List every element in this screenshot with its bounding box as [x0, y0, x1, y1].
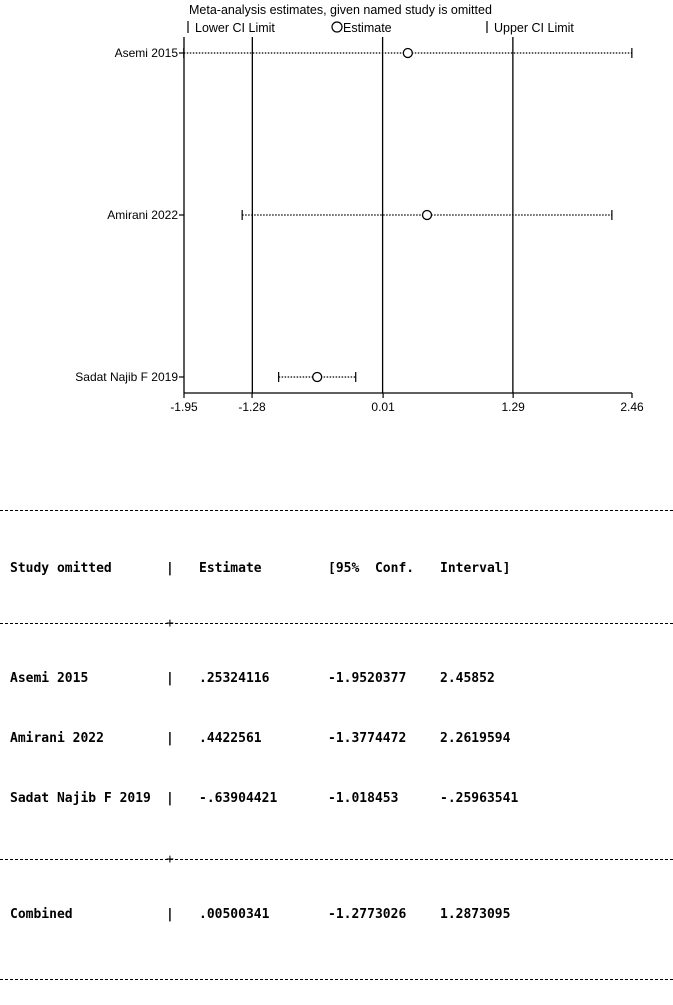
header-interval: Interval] — [440, 561, 511, 576]
header-estimate: Estimate — [199, 561, 262, 576]
legend-estimate-label: Estimate — [343, 21, 392, 35]
table-header — [0, 559, 673, 579]
x-tick-label: 0.01 — [371, 400, 395, 414]
study-label: Amirani 2022 — [107, 208, 178, 222]
stats-table — [0, 470, 673, 1000]
estimate-point — [403, 49, 412, 58]
legend-lower-label: Lower CI Limit — [195, 21, 275, 35]
table-row: Asemi 2015 | .25324116 -1.9520377 2.45852 — [10, 671, 495, 686]
x-tick-label: -1.28 — [238, 400, 266, 414]
chart-title: Meta-analysis estimates, given named study is omitted — [189, 3, 492, 17]
table-row: Sadat Najib F 2019 | -.63904421 -1.018453 -.25963541 — [10, 791, 519, 806]
header-study: Study omitted — [10, 561, 112, 576]
x-axis — [170, 393, 644, 414]
x-tick-label: 1.29 — [501, 400, 525, 414]
legend-upper-label: Upper CI Limit — [494, 21, 574, 35]
header-sep: | — [166, 561, 174, 576]
x-tick-label: -1.95 — [170, 400, 198, 414]
table-row-combined: Combined | .00500341 -1.2773026 1.2873095 — [10, 907, 511, 922]
table-sep: + — [0, 855, 673, 865]
table-bottom-rule — [0, 979, 673, 980]
estimate-point — [423, 211, 432, 220]
legend — [188, 21, 574, 35]
table-row: Amirani 2022 | .4422561 -1.3774472 2.2619594 — [10, 731, 511, 746]
study-label: Asemi 2015 — [114, 46, 178, 60]
estimate-point — [313, 373, 322, 382]
forest-plot — [0, 0, 673, 440]
study-rows — [75, 46, 632, 384]
header-conf: [95% Conf. — [328, 561, 415, 576]
table-sep: + — [0, 619, 673, 629]
study-label: Sadat Najib F 2019 — [75, 370, 178, 384]
table-top-rule — [0, 510, 673, 511]
x-tick-label: 2.46 — [620, 400, 644, 414]
legend-estimate-marker — [332, 22, 342, 32]
